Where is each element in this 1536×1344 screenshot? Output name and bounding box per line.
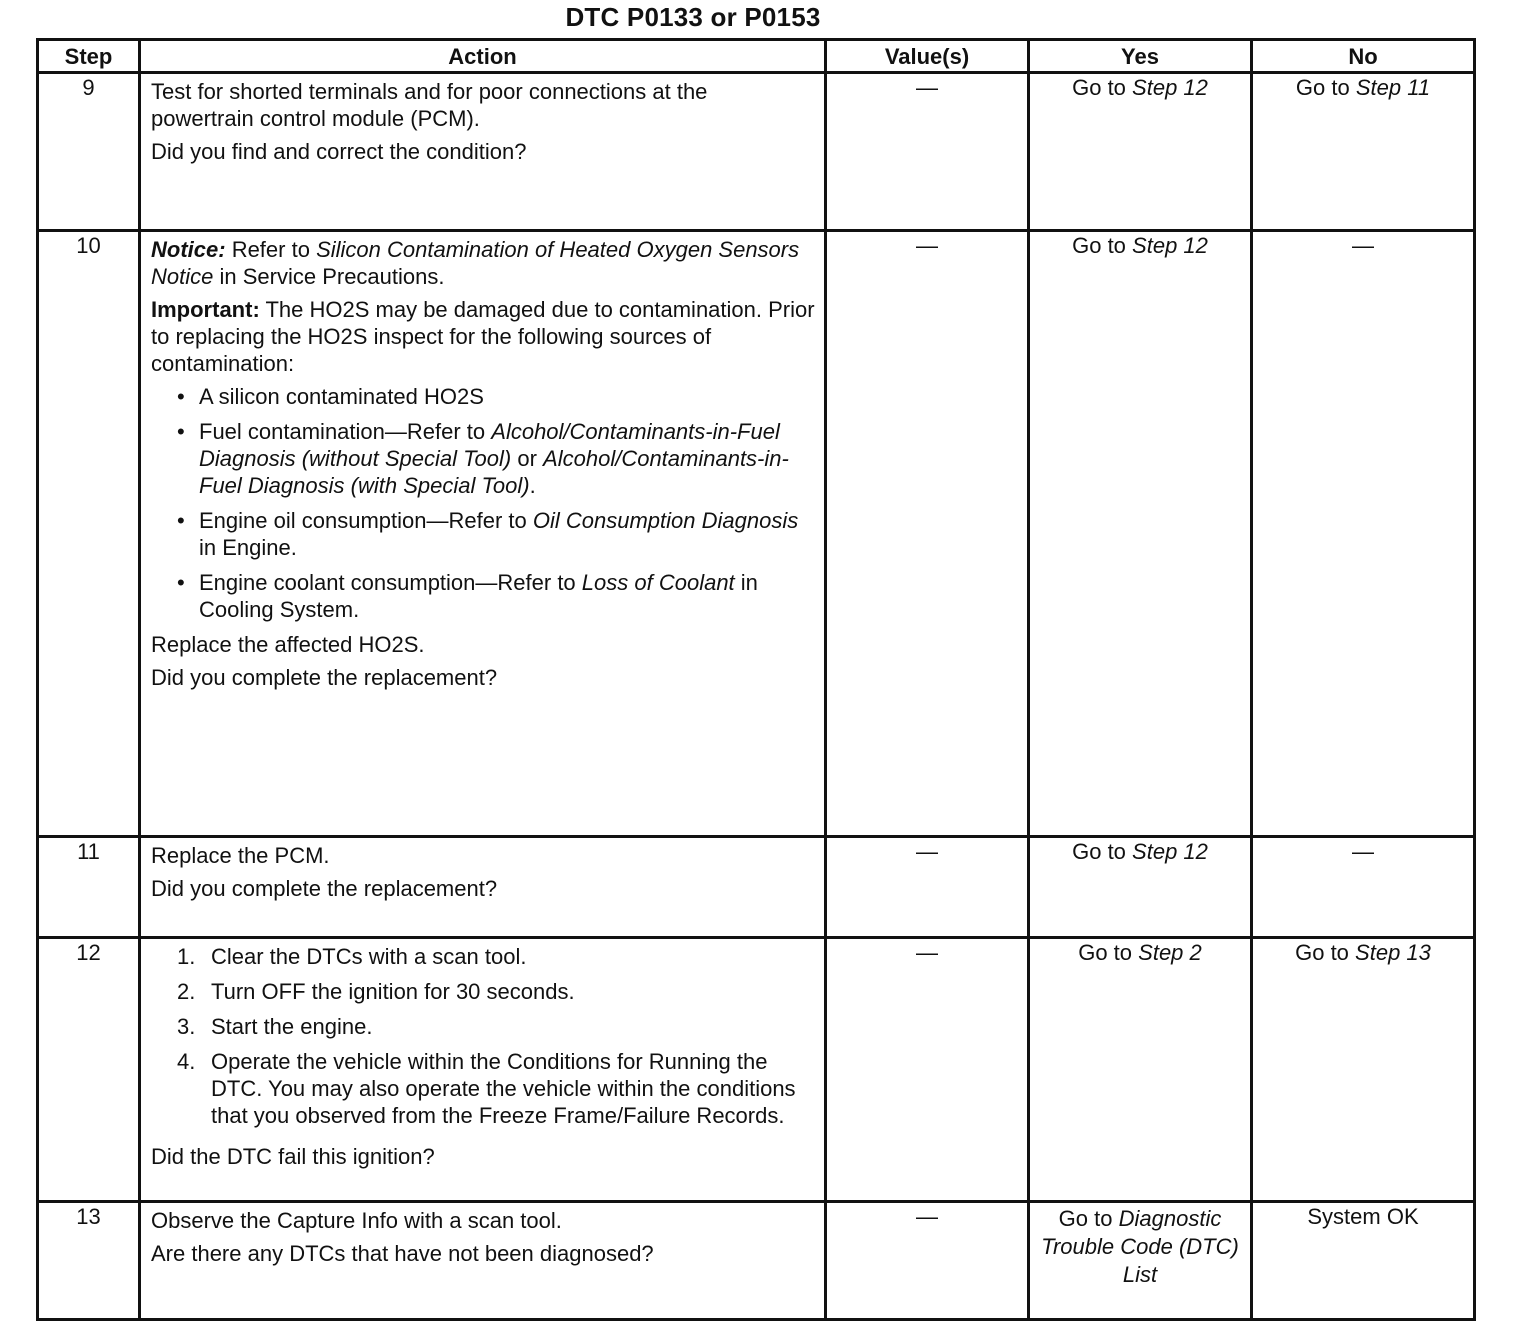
list-item xyxy=(177,978,816,1005)
yes-step-link[interactable]: Step 2 xyxy=(1138,940,1202,965)
list-item-text: Start the engine. xyxy=(211,1014,373,1039)
yes-cell xyxy=(1029,1202,1252,1320)
replace-instruction: Replace the affected HO2S. xyxy=(151,632,425,657)
yes-cell xyxy=(1029,73,1252,231)
yes-step-link[interactable]: Step 12 xyxy=(1132,839,1208,864)
notice-paragraph xyxy=(151,236,816,290)
notice-text-end: in Service Precautions. xyxy=(219,264,445,289)
list-item-text: Engine oil consumption—Refer to xyxy=(199,508,527,533)
yes-step-link[interactable]: Step 12 xyxy=(1132,233,1208,258)
yes-cell xyxy=(1029,938,1252,1202)
list-item-text: Operate the vehicle within the Conditions for Running the DTC. You may also operate the vehicle within the conditions that you observed from the Freeze Frame/Failure Records. xyxy=(211,1049,796,1128)
action-text: Replace the PCM. xyxy=(151,843,330,868)
list-item xyxy=(199,383,816,410)
list-item-text: Fuel contamination—Refer to xyxy=(199,419,486,444)
header-step: Step xyxy=(38,40,140,73)
list-item-text: in Cooling System. xyxy=(199,570,758,622)
table-row-step-10 xyxy=(38,231,1475,837)
list-item-text: in Engine. xyxy=(199,535,297,560)
header-values: Value(s) xyxy=(826,40,1029,73)
action-cell xyxy=(140,938,826,1202)
list-item-text: Clear the DTCs with a scan tool. xyxy=(211,944,527,969)
action-cell xyxy=(140,837,826,938)
value-cell: — xyxy=(826,73,1029,231)
header-yes: Yes xyxy=(1029,40,1252,73)
header-action: Action xyxy=(140,40,826,73)
action-question: Did you complete the replacement? xyxy=(151,876,498,901)
list-item-text: . xyxy=(529,473,536,498)
no-cell: System OK xyxy=(1252,1202,1475,1320)
table-row-step-12 xyxy=(38,938,1475,1202)
procedure-list xyxy=(151,943,816,1137)
action-question: Did you complete the replacement? xyxy=(151,665,498,690)
no-cell: — xyxy=(1252,231,1475,837)
table-row-step-13 xyxy=(38,1202,1475,1320)
important-text: The HO2S may be damaged due to contamination. Prior to replacing the HO2S inspect for the following sources of contamination: xyxy=(151,297,815,376)
notice-reference-link[interactable]: Silicon Contamination of Heated Oxygen Sensors Notice xyxy=(151,237,800,289)
action-cell xyxy=(140,73,826,231)
dtc-list-link[interactable]: Diagnostic Trouble Code (DTC) List xyxy=(1041,1206,1239,1287)
list-item-text: A silicon contaminated HO2S xyxy=(199,384,484,409)
item-number: 2. xyxy=(177,979,196,1004)
no-step-link[interactable]: Step 13 xyxy=(1355,940,1431,965)
important-paragraph xyxy=(151,296,816,377)
no-step-link[interactable]: Step 11 xyxy=(1355,75,1431,100)
loss-of-coolant-link[interactable]: Loss of Coolant xyxy=(581,570,735,595)
notice-label: Notice: xyxy=(151,237,226,262)
header-no: No xyxy=(1252,40,1475,73)
list-item xyxy=(199,507,816,561)
step-number: 11 xyxy=(38,837,140,938)
value-cell: — xyxy=(826,1202,1029,1320)
step-number: 10 xyxy=(38,231,140,837)
action-cell xyxy=(140,231,826,837)
go-to-label: Go to xyxy=(1072,75,1126,100)
action-question: Did the DTC fail this ignition? xyxy=(151,1144,435,1169)
yes-cell xyxy=(1029,837,1252,938)
item-number: 1. xyxy=(177,944,196,969)
step-number: 9 xyxy=(38,73,140,231)
action-text: Observe the Capture Info with a scan tool. xyxy=(151,1208,562,1233)
item-number: 3. xyxy=(177,1014,196,1039)
table-row-step-11 xyxy=(38,837,1475,938)
fuel-diagnosis-with-tool-link[interactable]: Alcohol/Contaminants-in-Fuel Diagnosis (with Special Tool) xyxy=(199,446,789,498)
value-cell: — xyxy=(826,837,1029,938)
yes-step-link[interactable]: Step 12 xyxy=(1132,75,1208,100)
go-to-label: Go to xyxy=(1058,1206,1113,1231)
no-cell xyxy=(1252,73,1475,231)
action-text: Test for shorted terminals and for poor connections at the powertrain control module (PCM). xyxy=(151,79,708,131)
action-question: Did you find and correct the condition? xyxy=(151,139,527,164)
list-item-text: Engine coolant consumption—Refer to xyxy=(199,570,576,595)
table-row-step-9 xyxy=(38,73,1475,231)
step-number: 13 xyxy=(38,1202,140,1320)
diagnostic-table xyxy=(36,38,1476,1321)
yes-cell xyxy=(1029,231,1252,837)
list-item-text: or xyxy=(517,446,537,471)
contamination-list xyxy=(151,383,816,623)
go-to-label: Go to xyxy=(1295,75,1350,100)
no-cell: — xyxy=(1252,837,1475,938)
go-to-label: Go to xyxy=(1072,233,1126,258)
fuel-diagnosis-without-tool-link[interactable]: Alcohol/Contaminants-in-Fuel Diagnosis (without Special Tool) xyxy=(199,419,780,471)
step-number: 12 xyxy=(38,938,140,1202)
list-item xyxy=(177,1048,816,1129)
list-item xyxy=(177,1013,816,1040)
go-to-label: Go to xyxy=(1295,940,1349,965)
list-item-text: Turn OFF the ignition for 30 seconds. xyxy=(211,979,575,1004)
action-question: Are there any DTCs that have not been diagnosed? xyxy=(151,1241,654,1266)
notice-text: Refer to xyxy=(231,237,310,262)
action-cell xyxy=(140,1202,826,1320)
important-label: Important: xyxy=(151,297,260,322)
page-title: DTC P0133 or P0153 xyxy=(565,2,821,32)
header-row xyxy=(38,40,1475,73)
value-cell: — xyxy=(826,231,1029,837)
list-item xyxy=(199,418,816,499)
item-number: 4. xyxy=(177,1049,196,1074)
value-cell: — xyxy=(826,938,1029,1202)
action-body xyxy=(151,236,816,664)
no-cell xyxy=(1252,938,1475,1202)
list-item xyxy=(177,943,816,970)
go-to-label: Go to xyxy=(1078,940,1133,965)
list-item xyxy=(199,569,816,623)
go-to-label: Go to xyxy=(1072,839,1126,864)
oil-consumption-link[interactable]: Oil Consumption Diagnosis xyxy=(532,508,799,533)
